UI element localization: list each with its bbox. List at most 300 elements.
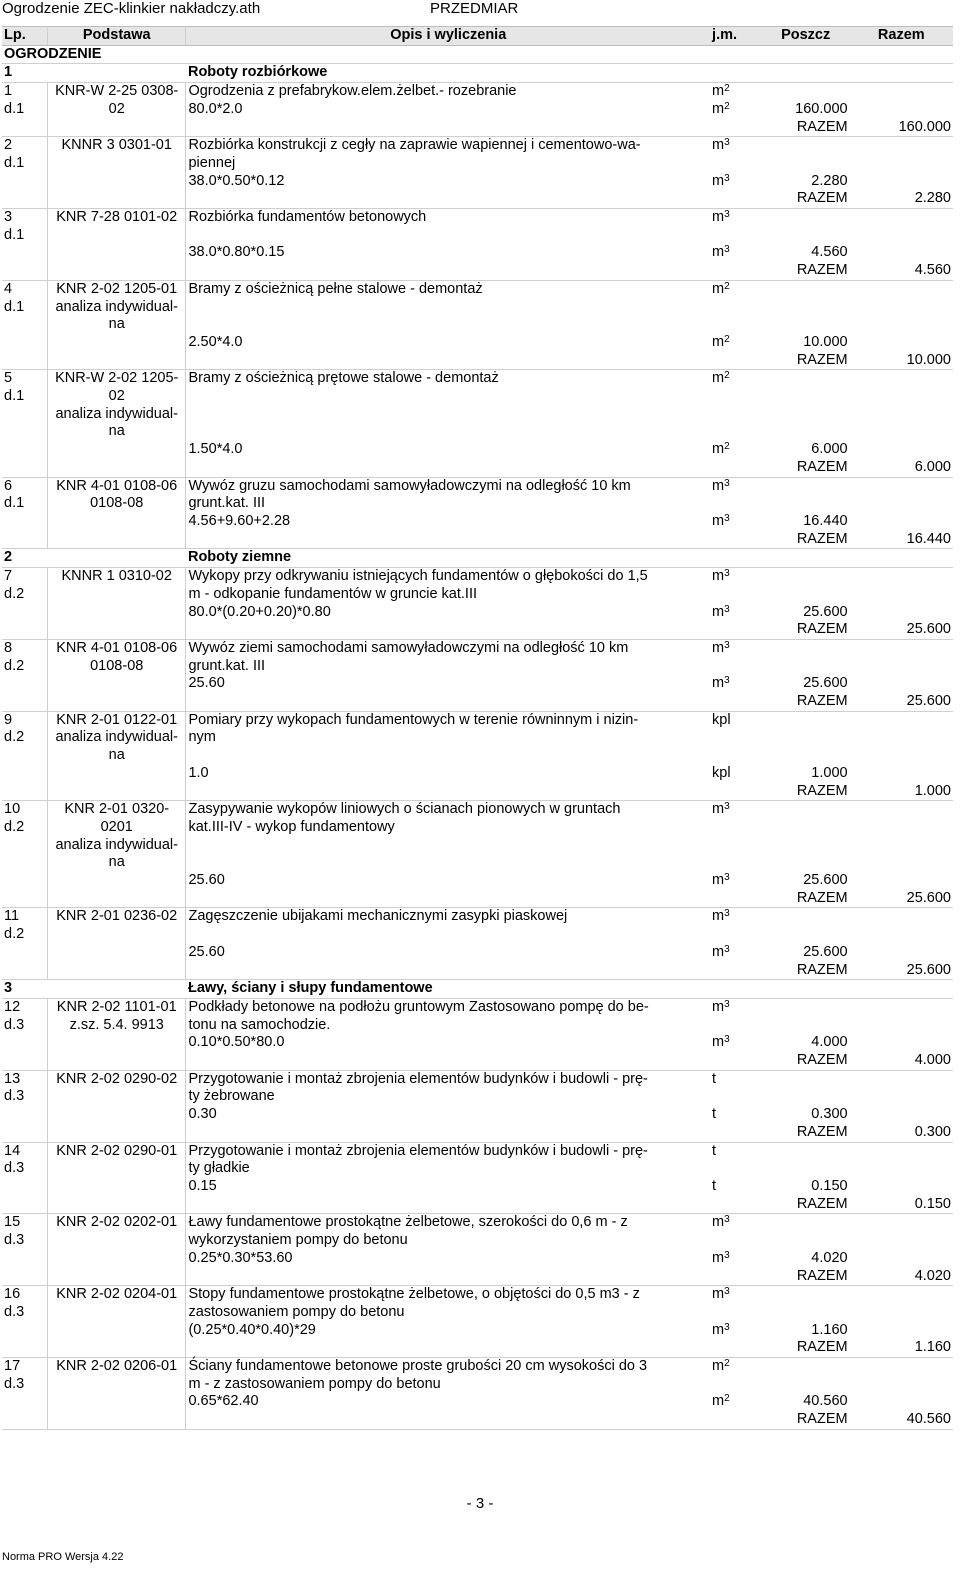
position-unit [710,83,762,101]
total-quantity [850,639,953,657]
position-detail-row [2,334,953,352]
total-quantity [850,83,953,101]
total-quantity [850,819,953,837]
total-quantity [850,244,953,262]
section-title: Roboty ziemne [186,549,710,568]
razem-label: RAZEM [762,190,850,208]
position-basis [47,621,186,639]
position-description: Przygotowanie i montaż zbrojenia elementów budynków i budowli - prę- [186,1142,710,1160]
partial-quantity: 2.280 [811,172,848,189]
position-basis [47,783,186,801]
partial-quantity: 25.600 [803,603,848,620]
position-basis: KNR 2-02 0204-01 [47,1286,186,1304]
position-description: Stopy fundamentowe prostokątne żelbetowe, o objętości do 0,5 m3 - z [186,1286,710,1304]
calculation-unit [710,675,762,693]
razem-label: RAZEM [762,1411,850,1429]
total-quantity: 16.440 [850,531,953,549]
section-spacer [762,64,850,83]
position-number [2,872,47,890]
position-unit [710,621,762,639]
position-number [2,890,47,908]
position-total-row [2,1052,953,1070]
position-basis [47,1268,186,1286]
calculation-unit [710,944,762,962]
position-detail-row [2,1106,953,1124]
position-row [2,908,953,926]
partial-quantity [762,280,850,298]
total-quantity [850,1358,953,1376]
section-spacer [710,549,762,568]
unit-base: m [712,1286,725,1303]
section-spacer [47,980,186,999]
position-total-row [2,119,953,137]
total-quantity [850,765,953,783]
position-unit [710,962,762,980]
position-total-row [2,1268,953,1286]
position-calculation: 0.25*0.30*53.60 [188,1249,293,1266]
position-calculation: 0.30 [188,1106,217,1123]
position-number: 3 [2,209,47,227]
total-quantity [850,1178,953,1196]
position-description [186,1196,710,1214]
position-number [2,1250,47,1268]
position-basis: KNR 2-02 0290-01 [47,1142,186,1160]
partial-quantity [762,1232,850,1250]
position-number: 5 [2,370,47,388]
position-detail-row [2,1160,953,1178]
razem-label: RAZEM [762,531,850,549]
position-basis [47,244,186,262]
position-detail-row [2,1017,953,1035]
position-basis [47,459,186,477]
calculation-unit [710,765,762,783]
position-unit [710,155,762,173]
position-total-row [2,693,953,711]
position-calculation: (0.25*0.40*0.40)*29 [188,1321,316,1338]
position-number [2,1196,47,1214]
position-calculation: 0.15 [188,1178,217,1194]
section-spacer [762,980,850,999]
position-detail-row [2,658,953,676]
partial-quantity [762,495,850,513]
total-quantity [850,711,953,729]
position-description: Wywóz ziemi samochodami samowyładowczymi na odległość 10 km [186,639,710,657]
position-row [2,209,953,227]
position-unit [710,926,762,944]
position-number [2,316,47,334]
position-detail-row [2,675,953,693]
total-quantity [850,1070,953,1088]
position-unit [710,819,762,837]
unit-base: m [712,172,725,189]
partial-quantity [762,586,850,604]
partial-quantity [762,1214,850,1232]
position-calculation: 25.60 [188,675,225,692]
position-description [186,1052,710,1070]
unit-exponent: 3 [724,1034,730,1046]
partial-quantity [762,639,850,657]
position-detail-row [2,388,953,406]
position-unit [710,299,762,317]
total-quantity [850,1232,953,1250]
file-name: Ogrodzenie ZEC-klinkier nakładczy.ath [2,0,261,17]
position-number: d.2 [2,586,47,604]
total-quantity [850,1376,953,1394]
section-spacer [762,549,850,568]
position-detail-row [2,765,953,783]
position-unit [710,998,762,1016]
partial-quantity [762,729,850,747]
position-number: 2 [2,137,47,155]
position-basis [47,1106,186,1124]
partial-quantity [762,423,850,441]
position-description: Rozbiórka fundamentów betonowych [186,209,710,227]
partial-quantity [762,1376,850,1394]
unit-base: m [712,441,725,458]
razem-label: RAZEM [762,693,850,711]
position-basis: KNR 2-02 1205-01 [47,280,186,298]
unit-base: m [712,639,725,656]
position-total-row [2,459,953,477]
position-unit [710,531,762,549]
position-calculation: 38.0*0.80*0.15 [188,244,285,261]
total-quantity [850,1304,953,1322]
total-quantity [850,1286,953,1304]
unit-exponent: 3 [724,1214,730,1226]
position-description [186,854,710,872]
total-quantity: 0.300 [850,1124,953,1142]
position-description: Wywóz gruzu samochodami samowyładowczymi na odległość 10 km [186,477,710,495]
total-quantity [850,280,953,298]
position-unit [710,1411,762,1429]
position-basis [47,1160,186,1178]
position-description [186,119,710,137]
total-quantity: 160.000 [850,119,953,137]
position-detail-row [2,1376,953,1394]
partial-quantity: 0.150 [811,1178,848,1194]
partial-quantity [762,155,850,173]
position-unit [710,1376,762,1394]
position-detail-row [2,513,953,531]
section-spacer [850,64,953,83]
position-unit [710,1358,762,1376]
position-unit [710,119,762,137]
unit-base: t [712,1142,717,1159]
column-header-opis: Opis i wyliczenia [186,27,710,46]
position-calculation: 25.60 [188,943,225,960]
position-basis [47,1411,186,1429]
unit-base: m [712,1214,725,1231]
position-row [2,998,953,1016]
position-description: Zagęszczenie ubijakami mechanicznymi zasypki piaskowej [186,908,710,926]
group-row [2,45,953,64]
position-unit [710,262,762,280]
position-basis [47,693,186,711]
position-number: 14 [2,1142,47,1160]
partial-quantity: 160.000 [795,100,848,117]
position-number [2,854,47,872]
position-unit [710,1214,762,1232]
position-number [2,783,47,801]
razem-label: RAZEM [762,1124,850,1142]
position-description: nym [188,729,216,746]
total-quantity [850,1106,953,1124]
unit-exponent: 3 [724,1286,730,1298]
calculation-unit [710,513,762,531]
position-description [186,693,710,711]
unit-exponent: 3 [724,603,730,615]
calculation-unit [710,244,762,262]
partial-quantity [762,908,850,926]
table-header-row [2,27,953,46]
total-quantity [850,495,953,513]
position-description: Ogrodzenia z prefabrykow.elem.żelbet.- rozebranie [186,83,710,101]
unit-base: m [712,137,725,154]
calculation-unit [710,1322,762,1340]
position-basis [47,1052,186,1070]
calculation-unit [710,1106,762,1124]
position-unit [710,658,762,676]
calculation-unit [710,334,762,352]
total-quantity [850,1322,953,1340]
total-quantity: 0.150 [850,1196,953,1214]
position-unit [710,1196,762,1214]
razem-label: RAZEM [762,962,850,980]
position-description: Ściany fundamentowe betonowe proste grubości 20 cm wysokości do 3 [186,1358,710,1376]
unit-base: m [712,998,725,1015]
partial-quantity [762,137,850,155]
column-header-poszcz: Poszcz [762,27,850,46]
position-basis: analiza indywidual- [47,729,186,747]
total-quantity [850,513,953,531]
position-unit [710,693,762,711]
position-number: d.1 [2,155,47,173]
position-basis [47,890,186,908]
position-unit [710,711,762,729]
position-unit [710,316,762,334]
unit-exponent: 2 [724,441,730,453]
position-row [2,137,953,155]
position-total-row [2,783,953,801]
position-number [2,1106,47,1124]
position-unit [710,1268,762,1286]
position-description [186,262,710,280]
position-description: kat.III-IV - wykop fundamentowy [188,818,395,835]
position-detail-row [2,441,953,459]
position-basis: 02 [47,388,186,406]
total-quantity [850,388,953,406]
partial-quantity [762,1286,850,1304]
total-quantity: 4.560 [850,262,953,280]
unit-base: t [712,1106,717,1123]
position-description [186,531,710,549]
position-number: d.2 [2,658,47,676]
position-description: ty gładkie [188,1160,250,1177]
position-description [186,747,710,765]
calculation-unit [710,1393,762,1411]
unit-base: m [712,908,725,925]
partial-quantity [762,568,850,586]
position-row [2,83,953,101]
unit-base: m [712,568,725,585]
total-quantity [850,837,953,855]
position-total-row [2,262,953,280]
position-unit [710,639,762,657]
position-number [2,244,47,262]
razem-label: RAZEM [762,1268,850,1286]
position-description: grunt.kat. III [188,657,266,674]
total-quantity: 25.600 [850,962,953,980]
unit-base: m [712,209,725,226]
partial-quantity [762,1304,850,1322]
position-number: d.3 [2,1232,47,1250]
position-basis: KNR 2-02 0202-01 [47,1214,186,1232]
position-number: 13 [2,1070,47,1088]
total-quantity: 4.000 [850,1052,953,1070]
total-quantity [850,1017,953,1035]
position-description: Podkłady betonowe na podłożu gruntowym Zastosowano pompę do be- [186,998,710,1016]
position-number: 17 [2,1358,47,1376]
position-number: 4 [2,280,47,298]
position-row [2,370,953,388]
position-number: d.3 [2,1304,47,1322]
position-unit [710,1052,762,1070]
position-basis: KNR 4-01 0108-06 [47,639,186,657]
total-quantity: 1.000 [850,783,953,801]
position-basis [47,441,186,459]
total-quantity [850,1142,953,1160]
section-spacer [47,549,186,568]
position-unit [710,1286,762,1304]
position-description: Przygotowanie i montaż zbrojenia elementów budynków i budowli - prę- [186,1070,710,1088]
position-number: 12 [2,998,47,1016]
position-detail-row [2,244,953,262]
partial-quantity [762,299,850,317]
total-quantity [850,227,953,245]
position-row [2,1286,953,1304]
position-basis: KNR-W 2-02 1205- [47,370,186,388]
unit-exponent: 3 [724,1249,730,1261]
total-quantity [850,299,953,317]
position-unit [710,1124,762,1142]
partial-quantity [762,837,850,855]
position-unit [710,837,762,855]
position-basis [47,155,186,173]
position-description: ty żebrowane [188,1088,275,1105]
position-row [2,1358,953,1376]
unit-exponent: 3 [724,1321,730,1333]
unit-exponent: 2 [724,1393,730,1405]
calculation-unit [710,1034,762,1052]
position-number: 15 [2,1214,47,1232]
position-row [2,711,953,729]
position-number [2,1034,47,1052]
partial-quantity: 1.160 [811,1321,848,1338]
position-calculation: 80.0*2.0 [188,100,243,117]
position-detail-row [2,729,953,747]
position-unit [710,495,762,513]
partial-quantity: 25.600 [803,675,848,692]
partial-quantity: 10.000 [803,333,848,350]
razem-label: RAZEM [762,890,850,908]
partial-quantity [762,406,850,424]
total-quantity [850,747,953,765]
partial-quantity [762,747,850,765]
position-total-row [2,190,953,208]
position-number [2,962,47,980]
unit-base: m [712,1393,725,1410]
column-header-jm: j.m. [710,27,762,46]
position-number [2,423,47,441]
position-unit [710,1232,762,1250]
total-quantity [850,423,953,441]
bill-of-quantities-table [2,26,953,1430]
position-number: d.3 [2,1160,47,1178]
position-unit [710,1339,762,1357]
position-detail-row [2,1232,953,1250]
section-title: Roboty rozbiórkowe [186,64,710,83]
position-basis [47,962,186,980]
section-row [2,64,953,83]
partial-quantity: 6.000 [811,441,848,458]
total-quantity [850,209,953,227]
total-quantity [850,586,953,604]
total-quantity [850,316,953,334]
unit-exponent: 3 [724,998,730,1010]
position-description [186,1339,710,1357]
position-number: 1 [2,83,47,101]
position-description [186,621,710,639]
position-number: d.2 [2,729,47,747]
position-basis [47,872,186,890]
position-description: Pomiary przy wykopach fundamentowych w terenie równinnym i nizin- [186,711,710,729]
position-number [2,352,47,370]
total-quantity [850,1160,953,1178]
position-basis [47,586,186,604]
position-detail-row [2,586,953,604]
total-quantity: 2.280 [850,190,953,208]
position-description [186,1268,710,1286]
unit-exponent: 3 [724,137,730,149]
section-spacer [850,980,953,999]
unit-exponent: 2 [724,333,730,345]
unit-exponent: 2 [724,1358,730,1370]
total-quantity [850,1250,953,1268]
partial-quantity [762,316,850,334]
position-basis: KNR 2-02 0206-01 [47,1358,186,1376]
position-number: d.2 [2,819,47,837]
position-total-row [2,1339,953,1357]
position-total-row [2,962,953,980]
position-unit [710,352,762,370]
page-number: - 3 - [466,1495,494,1512]
position-unit [710,209,762,227]
position-description [186,388,710,406]
position-number: d.1 [2,227,47,245]
position-basis: KNR 4-01 0108-06 [47,477,186,495]
position-basis: na [47,316,186,334]
software-version-footer: Norma PRO Wersja 4.22 [2,1551,124,1563]
position-basis [47,1232,186,1250]
unit-base: kpl [712,711,731,728]
position-basis: KNR 2-02 1101-01 [47,998,186,1016]
position-unit [710,747,762,765]
position-basis [47,1376,186,1394]
position-total-row [2,1196,953,1214]
unit-base: m [712,370,725,387]
position-basis: analiza indywidual- [47,406,186,424]
partial-quantity [762,819,850,837]
